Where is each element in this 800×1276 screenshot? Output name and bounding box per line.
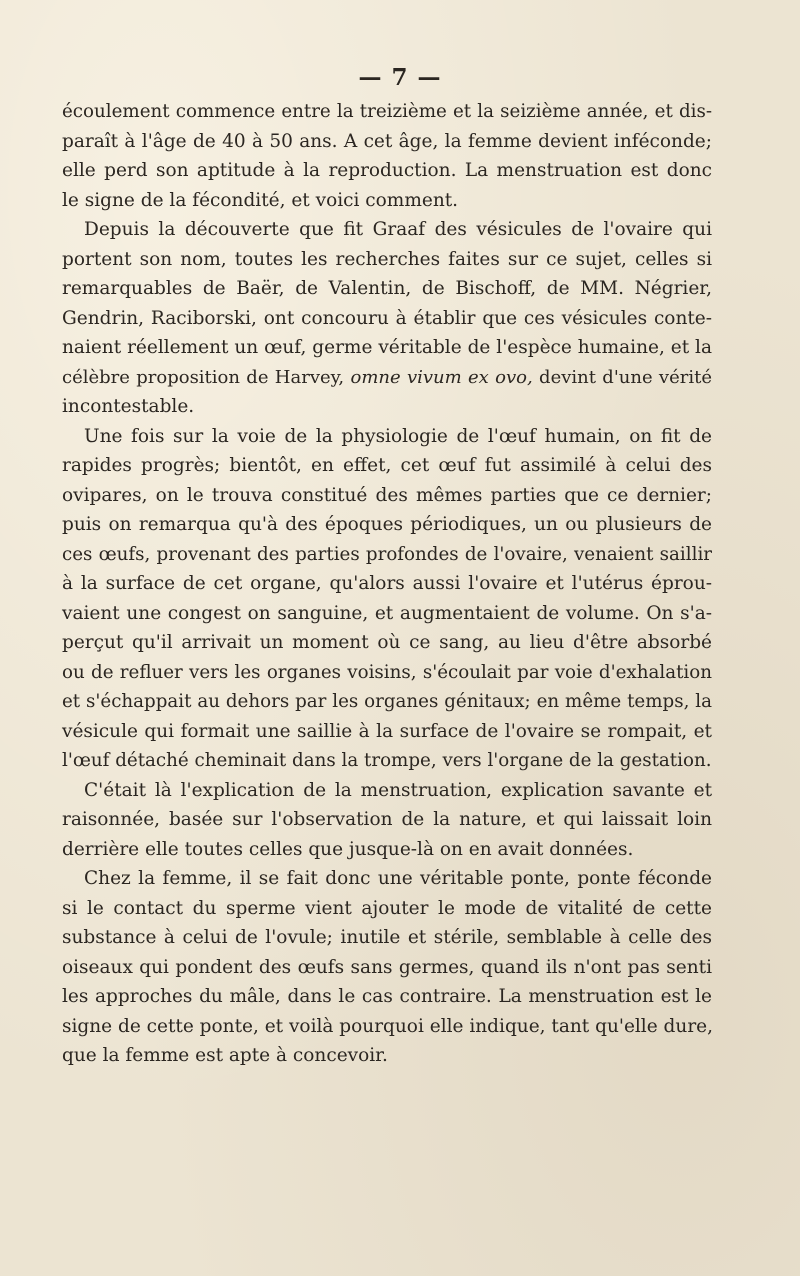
text-line: naient réellement un œuf, germe véritable de l'espèce humaine, et la [62,337,712,358]
text-line: Chez la femme, il se fait donc une véritable ponte, ponte féconde [84,868,712,889]
text-line: écoulement commence entre la treizième et la seizième année, et dis- [62,101,712,122]
text-line: si le contact du sperme vient ajouter le mode de vitalité de cette [62,897,712,919]
text-line: ovipares, on le trouva constitué des mêmes parties que ce dernier; [62,484,712,506]
text-line: paraît à l'âge de 40 à 50 ans. A cet âge, la femme devient inféconde; [62,130,712,152]
text-line: Depuis la découverte que fit Graaf des vésicules de l'ovaire qui [84,219,712,240]
text-line: ces œufs, provenant des parties profondes de l'ovaire, venaient saillir [62,543,712,565]
text-segment: célèbre proposition de Harvey, [62,366,351,388]
text-line: l'œuf détaché cheminait dans la trompe, vers l'organe de la gestation. [62,750,712,771]
text-line: Une fois sur la voie de la physiologie de l'œuf humain, on fit de [84,425,712,447]
text-line: portent son nom, toutes les recherches faites sur ce sujet, celles si [62,248,712,270]
text-line: les approches du mâle, dans le cas contraire. La menstruation est le [62,986,712,1007]
text-line: rapides progrès; bientôt, en effet, cet œuf fut assimilé à celui des [62,455,712,476]
latin-quote: omne vivum ex ovo, [350,366,533,388]
text-line: perçut qu'il arrivait un moment où ce sang, au lieu d'être absorbé [62,632,712,653]
page-number: — 7 — [358,64,442,91]
text-line [62,363,712,393]
text-line: C'était là l'explication de la menstruation, explication savante et [84,779,712,801]
text-line: derrière elle toutes celles que jusque-là on en avait données. [62,838,634,860]
text-line: ou de refluer vers les organes voisins, s'écoulait par voie d'exhalation [62,661,712,683]
text-line: substance à celui de l'ovule; inutile et stérile, semblable à celle des [62,927,712,948]
text-line: raisonnée, basée sur l'observation de la nature, et qui laissait loin [62,809,712,830]
text-line: oiseaux qui pondent des œufs sans germes, quand ils n'ont pas senti [62,956,712,978]
text-line: Gendrin, Raciborski, ont concouru à établir que ces vésicules conte- [62,307,712,329]
text-line: vaient une congest on sanguine, et augmentaient de volume. On s'a- [62,602,712,624]
text-line: incontestable. [62,396,195,417]
text-line: et s'échappait au dehors par les organes génitaux; en même temps, la [62,691,712,712]
text-line: remarquables de Baër, de Valentin, de Bischoff, de MM. Négrier, [62,278,712,299]
text-line: elle perd son aptitude à la reproduction. La menstruation est donc [62,160,712,181]
body-text [62,97,712,1071]
text-line: vésicule qui formait une saillie à la surface de l'ovaire se rompait, et [62,720,712,742]
text-segment: devint d'une vérité [532,366,713,388]
text-line: à la surface de cet organe, qu'alors aussi l'ovaire et l'utérus éprou- [62,573,712,594]
text-line: signe de cette ponte, et voilà pourquoi elle indique, tant qu'elle dure, [62,1015,713,1037]
text-line: puis on remarqua qu'à des époques périodiques, un ou plusieurs de [62,514,712,535]
text-line: que la femme est apte à concevoir. [62,1045,388,1066]
text-line: le signe de la fécondité, et voici comment. [62,189,459,211]
